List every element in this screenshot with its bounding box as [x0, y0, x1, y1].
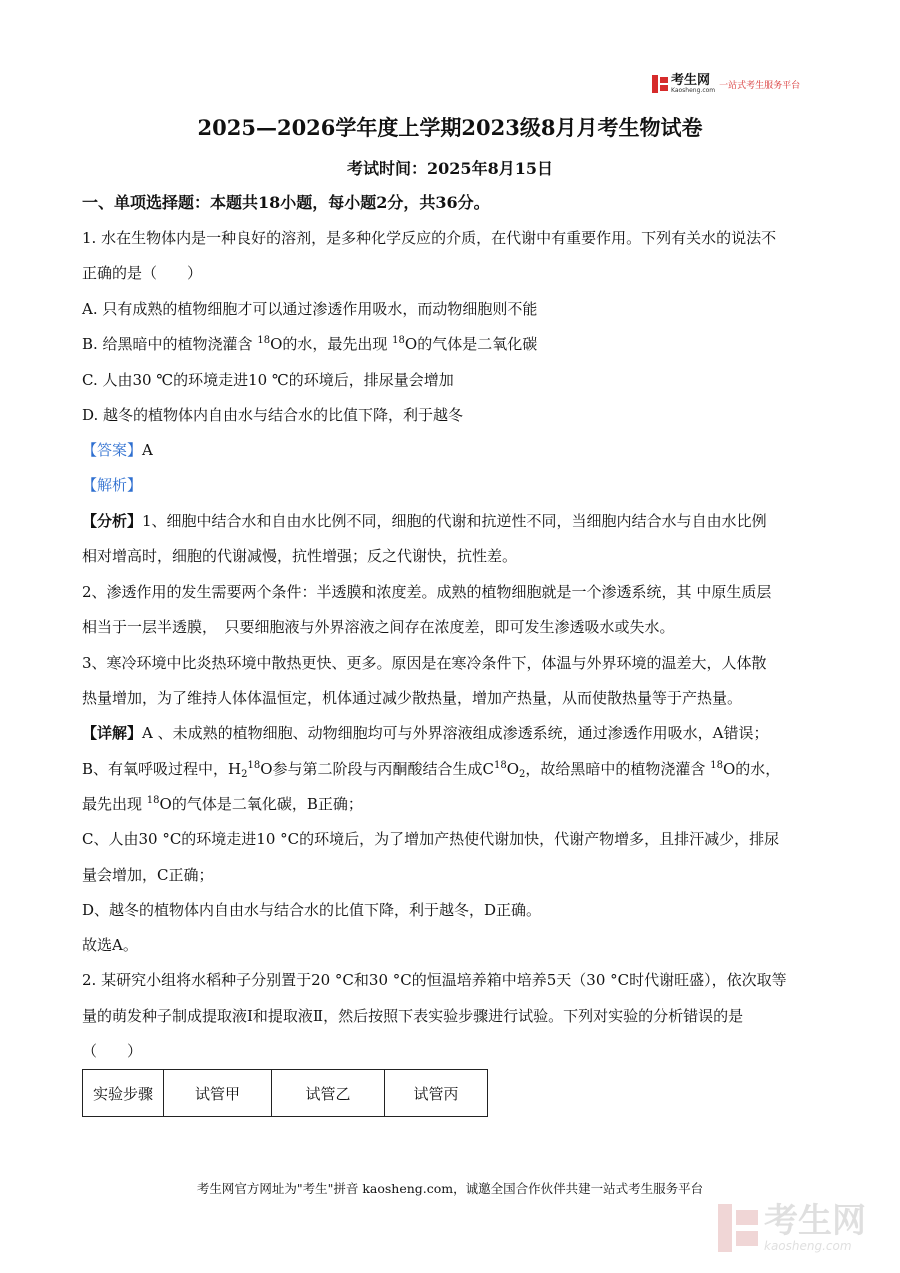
table-header-cell: 试管乙 [272, 1070, 385, 1117]
fenxi-line3b: 热量增加，为了维持人体体温恒定，机体通过减少散热量，增加产热量，从而使散热量等于产热量。 [82, 689, 743, 707]
q1-stem-line2: 正确的是（ ） [82, 264, 203, 282]
table-row [83, 1070, 488, 1117]
xiangjie-a: 【详解】A 、未成熟的植物细胞、动物细胞均可与外界溶液组成渗透系统，通过渗透作用吸水，A错误； [82, 724, 769, 742]
fenxi-line1b: 相对增高时，细胞的代谢减慢，抗性增强；反之代谢快，抗性差。 [82, 547, 518, 565]
watermark-name: 考生网 [764, 1201, 866, 1241]
xiangjie-c: C、人由30 °C的环境走进10 °C的环境后，为了增加产热使代谢加快，代谢产物增多，且排汗减少，排尿 [82, 830, 780, 848]
q2-stem-line1: 2. 某研究小组将水稻种子分别置于20 °C和30 °C的恒温培养箱中培养5天（30 °C时代谢旺盛），依次取等 [82, 971, 787, 989]
q2-stem-line2: 量的萌发种子制成提取液Ⅰ和提取液Ⅱ，然后按照下表实验步骤进行试验。下列对实验的分析错误的是 [82, 1007, 744, 1025]
q1-option-c: C. 人由30 ℃的环境走进10 ℃的环境后，排尿量会增加 [82, 371, 454, 389]
watermark [718, 1203, 866, 1253]
logo-name: 考生网 [671, 73, 711, 88]
analysis-tag: 【解析】 [82, 476, 143, 494]
q2-stem-line3: （ ） [82, 1042, 143, 1060]
q1-option-b: B. 给黑暗中的植物浇灌含 $^{18}$O的水，最先出现 $^{18}$O的气体是二氧化碳 [82, 335, 538, 353]
table-header-cell: 试管丙 [385, 1070, 488, 1117]
kaosheng-watermark-icon [718, 1204, 758, 1252]
logo-domain: Kaosheng.com [671, 87, 716, 94]
experiment-table [82, 1069, 488, 1117]
page-title: 2025—2026学年度上学期2023级8月月考生物试卷 [197, 115, 703, 140]
exam-date: 考试时间：2025年8月15日 [347, 159, 553, 178]
table-header-cell: 实验步骤 [83, 1070, 164, 1117]
section-heading: 一、单项选择题：本题共18小题，每小题2分，共36分。 [82, 193, 490, 212]
xiangjie-b: B、有氧呼吸过程中，$H_2^{18}O$参与第二阶段与丙酮酸结合生成$C^{18}O_2$，故给黑暗中的植物浇灌含 $^{18}$O的水， [82, 760, 781, 780]
kaosheng-logo-icon [652, 75, 668, 93]
footer-text: 考生网官方网址为"考生"拼音 kaosheng.com，诚邀全国合作伙伴共建一站式考生服务平台 [196, 1181, 704, 1196]
fenxi-line2: 2、渗透作用的发生需要两个条件：半透膜和浓度差。成熟的植物细胞就是一个渗透系统，其 中原生质层 [82, 583, 772, 601]
table-header-cell: 试管甲 [164, 1070, 272, 1117]
xiangjie-c2: 量会增加，C正确； [82, 866, 214, 884]
fenxi-line1: 【分析】1、细胞中结合水和自由水比例不同，细胞的代谢和抗逆性不同，当细胞内结合水与自由水比例 [82, 512, 767, 530]
header-logo [652, 73, 800, 95]
q1-stem-line1: 1. 水在生物体内是一种良好的溶剂，是多种化学反应的介质，在代谢中有重要作用。下列有关水的说法不 [82, 229, 777, 247]
answer-tag: 【答案】 [82, 441, 143, 459]
q1-option-a: A. 只有成熟的植物细胞才可以通过渗透作用吸水，而动物细胞则不能 [82, 300, 538, 318]
q1-answer: 【答案】A [82, 441, 153, 459]
fenxi-line2b: 相当于一层半透膜， 只要细胞液与外界溶液之间存在浓度差，即可发生渗透吸水或失水。 [82, 618, 675, 636]
xiangjie-d: D、越冬的植物体内自由水与结合水的比值下降，利于越冬，D正确。 [82, 901, 542, 919]
fenxi-line3: 3、寒冷环境中比炎热环境中散热更快、更多。原因是在寒冷条件下，体温与外界环境的温差大，人体散 [82, 654, 767, 672]
logo-slogan: 一站式考生服务平台 [719, 80, 801, 91]
watermark-domain: kaosheng.com [764, 1239, 852, 1253]
conclusion: 故选A。 [82, 936, 138, 954]
xiangjie-b2: 最先出现 $^{18}$O的气体是二氧化碳，B正确； [82, 795, 363, 813]
q1-option-d: D. 越冬的植物体内自由水与结合水的比值下降，利于越冬 [82, 406, 464, 424]
